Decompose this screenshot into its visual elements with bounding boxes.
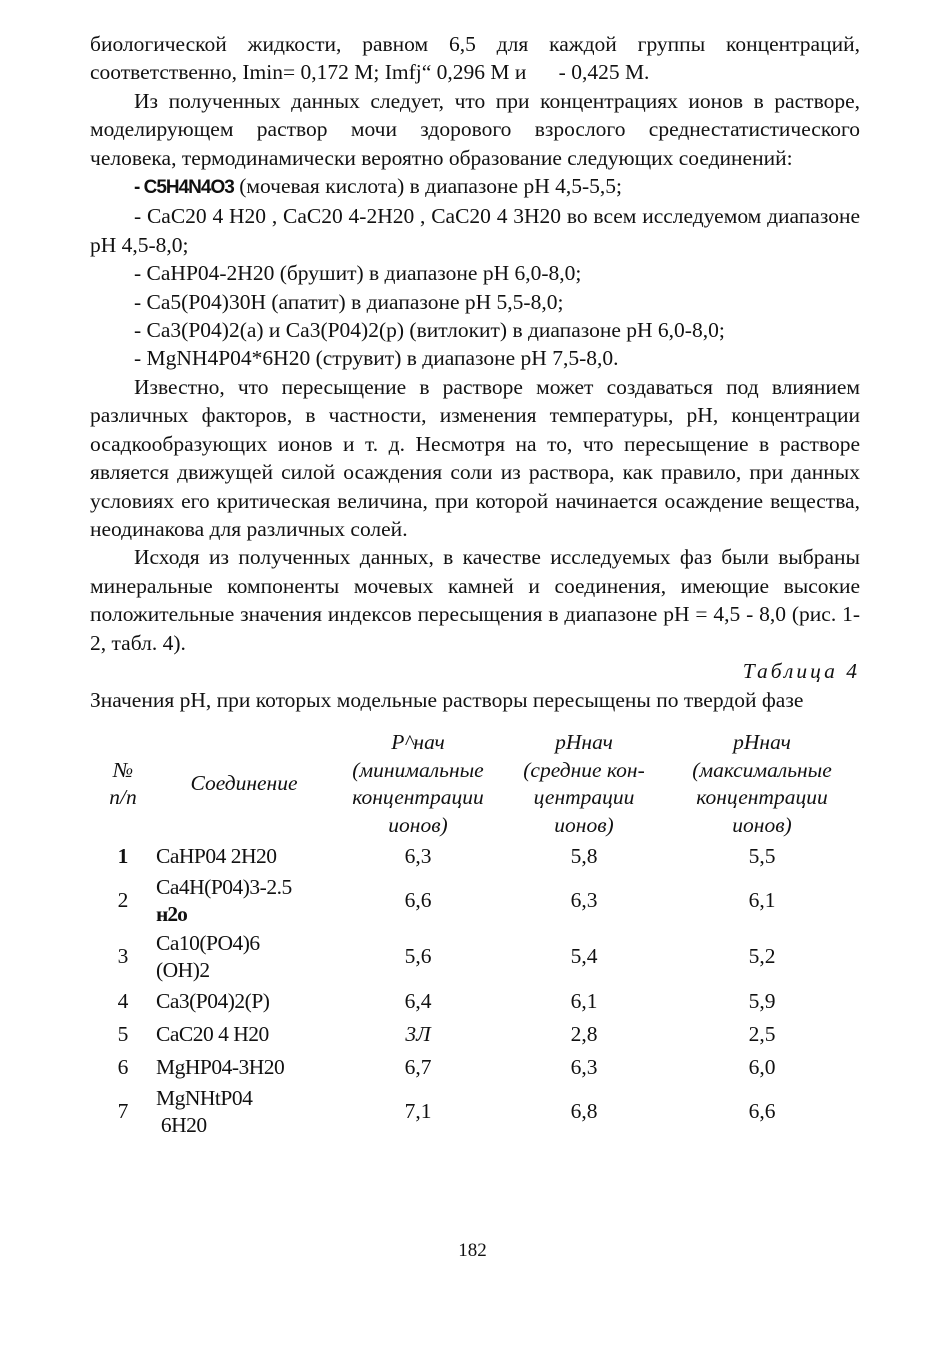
- list-item-brushite: - CaHP04-2H20 (брушит) в диапазоне pH 6,0-8,0;: [134, 261, 582, 286]
- formula-uric-acid: - C5H4N4O3: [134, 177, 234, 199]
- table-row: 4 Ca3(P04)2(P) 6,4 6,1 5,9: [117, 988, 776, 1013]
- list-item-text: (мочевая кислота) в диапазоне pH 4,5-5,5;: [233, 174, 622, 199]
- paragraph-known: Известно, что пересыщение в растворе может создаваться под влиянием различных факторов, в частности, изменения температуры, pH, концентрации осадкообразующих ионов и т. д. Несмотря на то, что пересыщение в растворе является движущей силой осаждения соли из раствора, как правило, при данных условиях его критическая величина, при которой начинается осаждение вещества, неодинакова для различных солей.: [90, 374, 860, 541]
- header-compound: Соединение: [190, 771, 298, 796]
- table-caption: Значения pH, при которых модельные растворы пересыщены по твердой фазе: [90, 688, 804, 713]
- table-row: 6 MgHP04-3H20 6,7 6,3 6,0: [117, 1054, 776, 1079]
- paragraph-result: Из полученных данных следует, что при концентрациях ионов в растворе, моделирующем раствор мочи здорового взрослого среднестатистического человека, термодинамически вероятно образование следующих соединений:: [90, 88, 860, 170]
- intro-line-2: соответственно, Imin= 0,172 М; Imfj“ 0,296 М и - 0,425 М.: [90, 60, 650, 85]
- table-row: 1 CaHP04 2H20 6,3 5,8 5,5: [117, 843, 776, 868]
- list-item-whitlockite: - Ca3(P04)2(a) и Ca3(P04)2(p) (витлокит) в диапазоне pH 6,0-8,0;: [134, 318, 725, 343]
- table-row: 7 MgNHtP04 6H20 7,1 6,8 6,6: [117, 1085, 776, 1137]
- table-label: Таблица 4: [742, 658, 860, 683]
- table-header-row: [90, 729, 860, 840]
- ph-table: [90, 729, 860, 1140]
- page-number: 182: [458, 1240, 487, 1261]
- table-row: 5 CaC20 4 H20 3Л 2,8 2,5: [117, 1021, 776, 1046]
- list-item-uric-acid: [90, 172, 860, 202]
- paragraph-phases: Исходя из полученных данных, в качестве исследуемых фаз были выбраны минеральные компоненты мочевых камней и соединения, имеющие высокие положительные значения индексов пересыщения в диапазоне pH = 4,5 - 8,0 (рис. 1-2, табл. 4).: [90, 545, 860, 655]
- header-ph-min: P^нач (минимальные концентрации ионов): [352, 729, 484, 838]
- header-ph-mid: pHнач (средние кон- центрации ионов): [523, 729, 645, 838]
- table-row: 3 Ca10(PO4)6 (OH)2 5,6 5,4 5,2: [117, 930, 776, 982]
- header-number: № п/п: [109, 757, 137, 810]
- intro-line-1: биологической жидкости, равном 6,5 для каждой группы концентраций,: [90, 32, 860, 56]
- list-item-struvite: - MgNH4P04*6H20 (струвит) в диапазоне pH 7,5-8,0.: [134, 346, 619, 371]
- table-row: 2 Ca4H(P04)3-2.5 н2о 6,6 6,3 6,1: [117, 874, 776, 926]
- header-ph-max: pHнач (максимальные концентрации ионов): [692, 729, 832, 838]
- list-item-oxalates: - CaC20 4 H20 , CaC20 4-2H20 , CaC20 4 3H20 во всем исследуемом диапазоне pH 4,5-8,0;: [90, 204, 860, 257]
- document-page: [90, 30, 860, 1140]
- list-item-apatite: - Ca5(P04)30H (апатит) в диапазоне pH 5,5-8,0;: [134, 289, 564, 314]
